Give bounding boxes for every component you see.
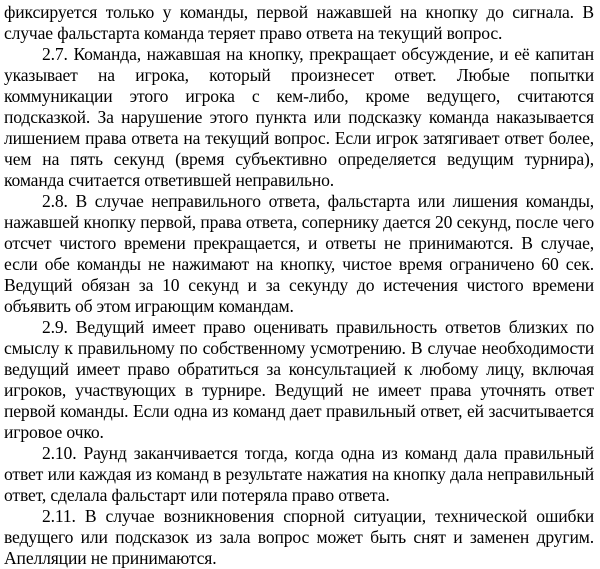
document-page	[4, 2, 594, 569]
paragraph-2-11: 2.11. В случае возникновения спорной ситуации, технической ошибки ведущего или подсказок из зала вопрос может быть снят и заменен другим. Апелляции не принимаются.	[4, 506, 594, 568]
paragraph-2-8: 2.8. В случае неправильного ответа, фальстарта или лишения команды, нажавшей кнопку первой, права ответа, сопернику дается 20 секунд, после чего отсчет чистого времени прекращается, и ответы не принимаются. В случае, если обе команды не нажимают на кнопку, чистое время ограничено 60 сек. Ведущий обязан за 10 секунд и за секунду до истечения чистого времени объявить об этом играющим командам.	[4, 191, 594, 316]
paragraph-continuation: фиксируется только у команды, первой нажавшей на кнопку до сигнала. В случае фальстарта команда теряет право ответа на текущий вопрос.	[4, 2, 594, 43]
paragraph-2-10: 2.10. Раунд заканчивается тогда, когда одна из команд дала правильный ответ или каждая из команд в результате нажатия на кнопку дала неправильный ответ, сделала фальстарт или потеряла право ответа.	[4, 443, 594, 505]
paragraph-2-9: 2.9. Ведущий имеет право оценивать правильность ответов близких по смыслу к правильному по собственному усмотрению. В случае необходимости ведущий имеет право обратиться за консультацией к любому лицу, включая игроков, участвующих в турнире. Ведущий не имеет права уточнять ответ первой команды. Если одна из команд дает правильный ответ, ей засчитывается игровое очко.	[4, 317, 594, 442]
paragraph-2-7: 2.7. Команда, нажавшая на кнопку, прекращает обсуждение, и её капитан указывает на игрока, который произнесет ответ. Любые попытки коммуникации этого игрока с кем-либо, кроме ведущего, считаются подсказкой. За нарушение этого пункта или подсказку команда наказывается лишением права ответа на текущий вопрос. Если игрок затягивает ответ более, чем на пять секунд (время субъективно определяется ведущим турнира), команда считается ответившей неправильно.	[4, 44, 594, 190]
